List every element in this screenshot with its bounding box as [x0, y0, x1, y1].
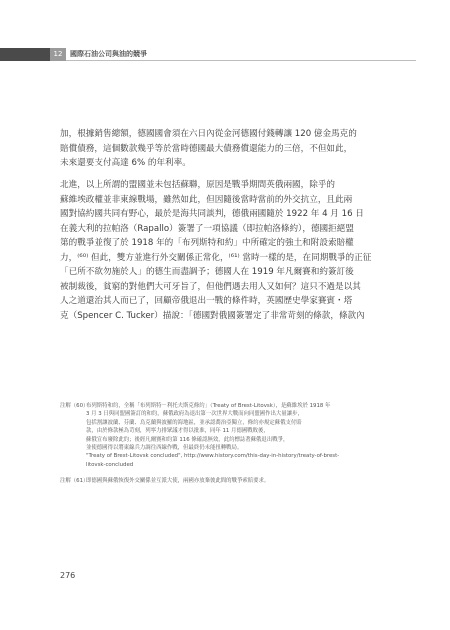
text-line: 人之道還治其人而已了，回顧帝俄退出一戰的條件時，英國歷史學家賽賓・塔	[60, 296, 353, 306]
header-dark-bar	[0, 48, 50, 61]
page-number: 276	[60, 571, 76, 580]
text-line: 第的戰爭並復了於 1918 年的「布列斯特和約」中所確定的強土和附設索賠權	[60, 238, 354, 248]
footnote-line: 款，由於條款極為苛刻，列寧力排眾議才得以批准，同年 11 月德國戰敗後，	[86, 428, 269, 435]
footnotes	[60, 402, 390, 486]
footnote-line: 並使德國得以將東線兵力調往西線作戰，但最終仍未能扭轉戰局。	[86, 444, 243, 451]
footnote-mark: 注解（61）	[60, 478, 89, 485]
footnote-60	[60, 402, 390, 469]
footnote-gap	[60, 469, 390, 477]
footnote-line: litovsk-concluded	[86, 461, 134, 468]
text-line: 加，根據銷售總額，德國國會須在六日內從金河德國付錢轉讓 120 億金馬克的	[60, 129, 357, 139]
text-line: 賠償債務，這個數款幾乎等於當時德國最大債務償還能力的三倍，不但如此，	[60, 143, 353, 154]
header-rule	[66, 60, 416, 61]
text-line: 北進，以上所謂的盟國並未包括蘇聯，原因是戰爭期間英俄兩國，除乎的	[60, 180, 336, 190]
running-header	[0, 48, 450, 61]
footnote-line: 即德國與蘇俄恢復外交關係並互派大使，兩國亦放棄彼此間的戰爭索賠要求。	[86, 478, 270, 485]
footnote-line: 包括割讓波蘭、芬蘭、烏克蘭與波羅的海地區，並承認喬治亞獨立，條約亦規定蘇俄支付賠	[86, 419, 302, 426]
text-line: 在義大利的拉帕洛（Rapallo）簽署了一項協議（即拉帕洛條約），德國拒絕盟	[60, 223, 354, 234]
text-line: 未來還要支付高達 6% 的年利率。	[60, 158, 191, 168]
footnote-line: "Treaty of Brest-Litovsk concluded", http://www.history.com/this-day-in-history/treaty-of-brest-	[86, 453, 340, 460]
footnote-61	[60, 477, 390, 485]
text-line: 力，⁽⁶⁰⁾ 但此，雙方並進行外交關係正常化，⁽⁶¹⁾ 當時一樣的是，在同期戰爭的正征	[60, 252, 372, 263]
text-line: 國對協約國共同有野心，最於是海共同談判，德俄兩國隨於 1922 年 4 月 16 日	[60, 209, 364, 219]
text-line: 克（Spencer C. Tucker）描說：「德國對俄國簽署定了非常苛刻的條款，條款內	[60, 310, 365, 321]
section-tag: 12	[50, 48, 66, 61]
footnote-line: 3 月 3 日與同盟國簽訂的和約，蘇俄政府為退出第一次世界大戰而向同盟國作出大量讓步，	[86, 411, 303, 418]
running-title: 國際石油公司與油的競爭	[70, 50, 147, 58]
text-line: 被制裁後，貧窮的對他們大可牙旨了，但他們遇去用人又如何？這只不過是以其	[60, 281, 361, 292]
paragraph-1	[60, 127, 390, 171]
text-line: 「已所不欲勿施於人」的德生而盡調予；德國人在 1919 年凡爾賽和約簽訂後	[60, 267, 354, 277]
footnote-line: 布列斯特和約，全稱「布列斯特－利托夫斯克條約」（Treaty of Brest-Litovsk），是蘇維埃於 1918 年	[86, 403, 331, 409]
footnote-line: 蘇俄宣布廢除此約；後經凡爾賽和約第 116 條確認無效，此約標誌著蘇俄退出戰爭，	[86, 436, 289, 443]
footnote-mark: 注解（60）	[60, 403, 89, 409]
text-line: 蘇維埃政權並非東線戰場，雖然如此，但因隨後當時當前的外交抗立，且此兩	[60, 194, 353, 205]
paragraph-2	[60, 178, 390, 323]
